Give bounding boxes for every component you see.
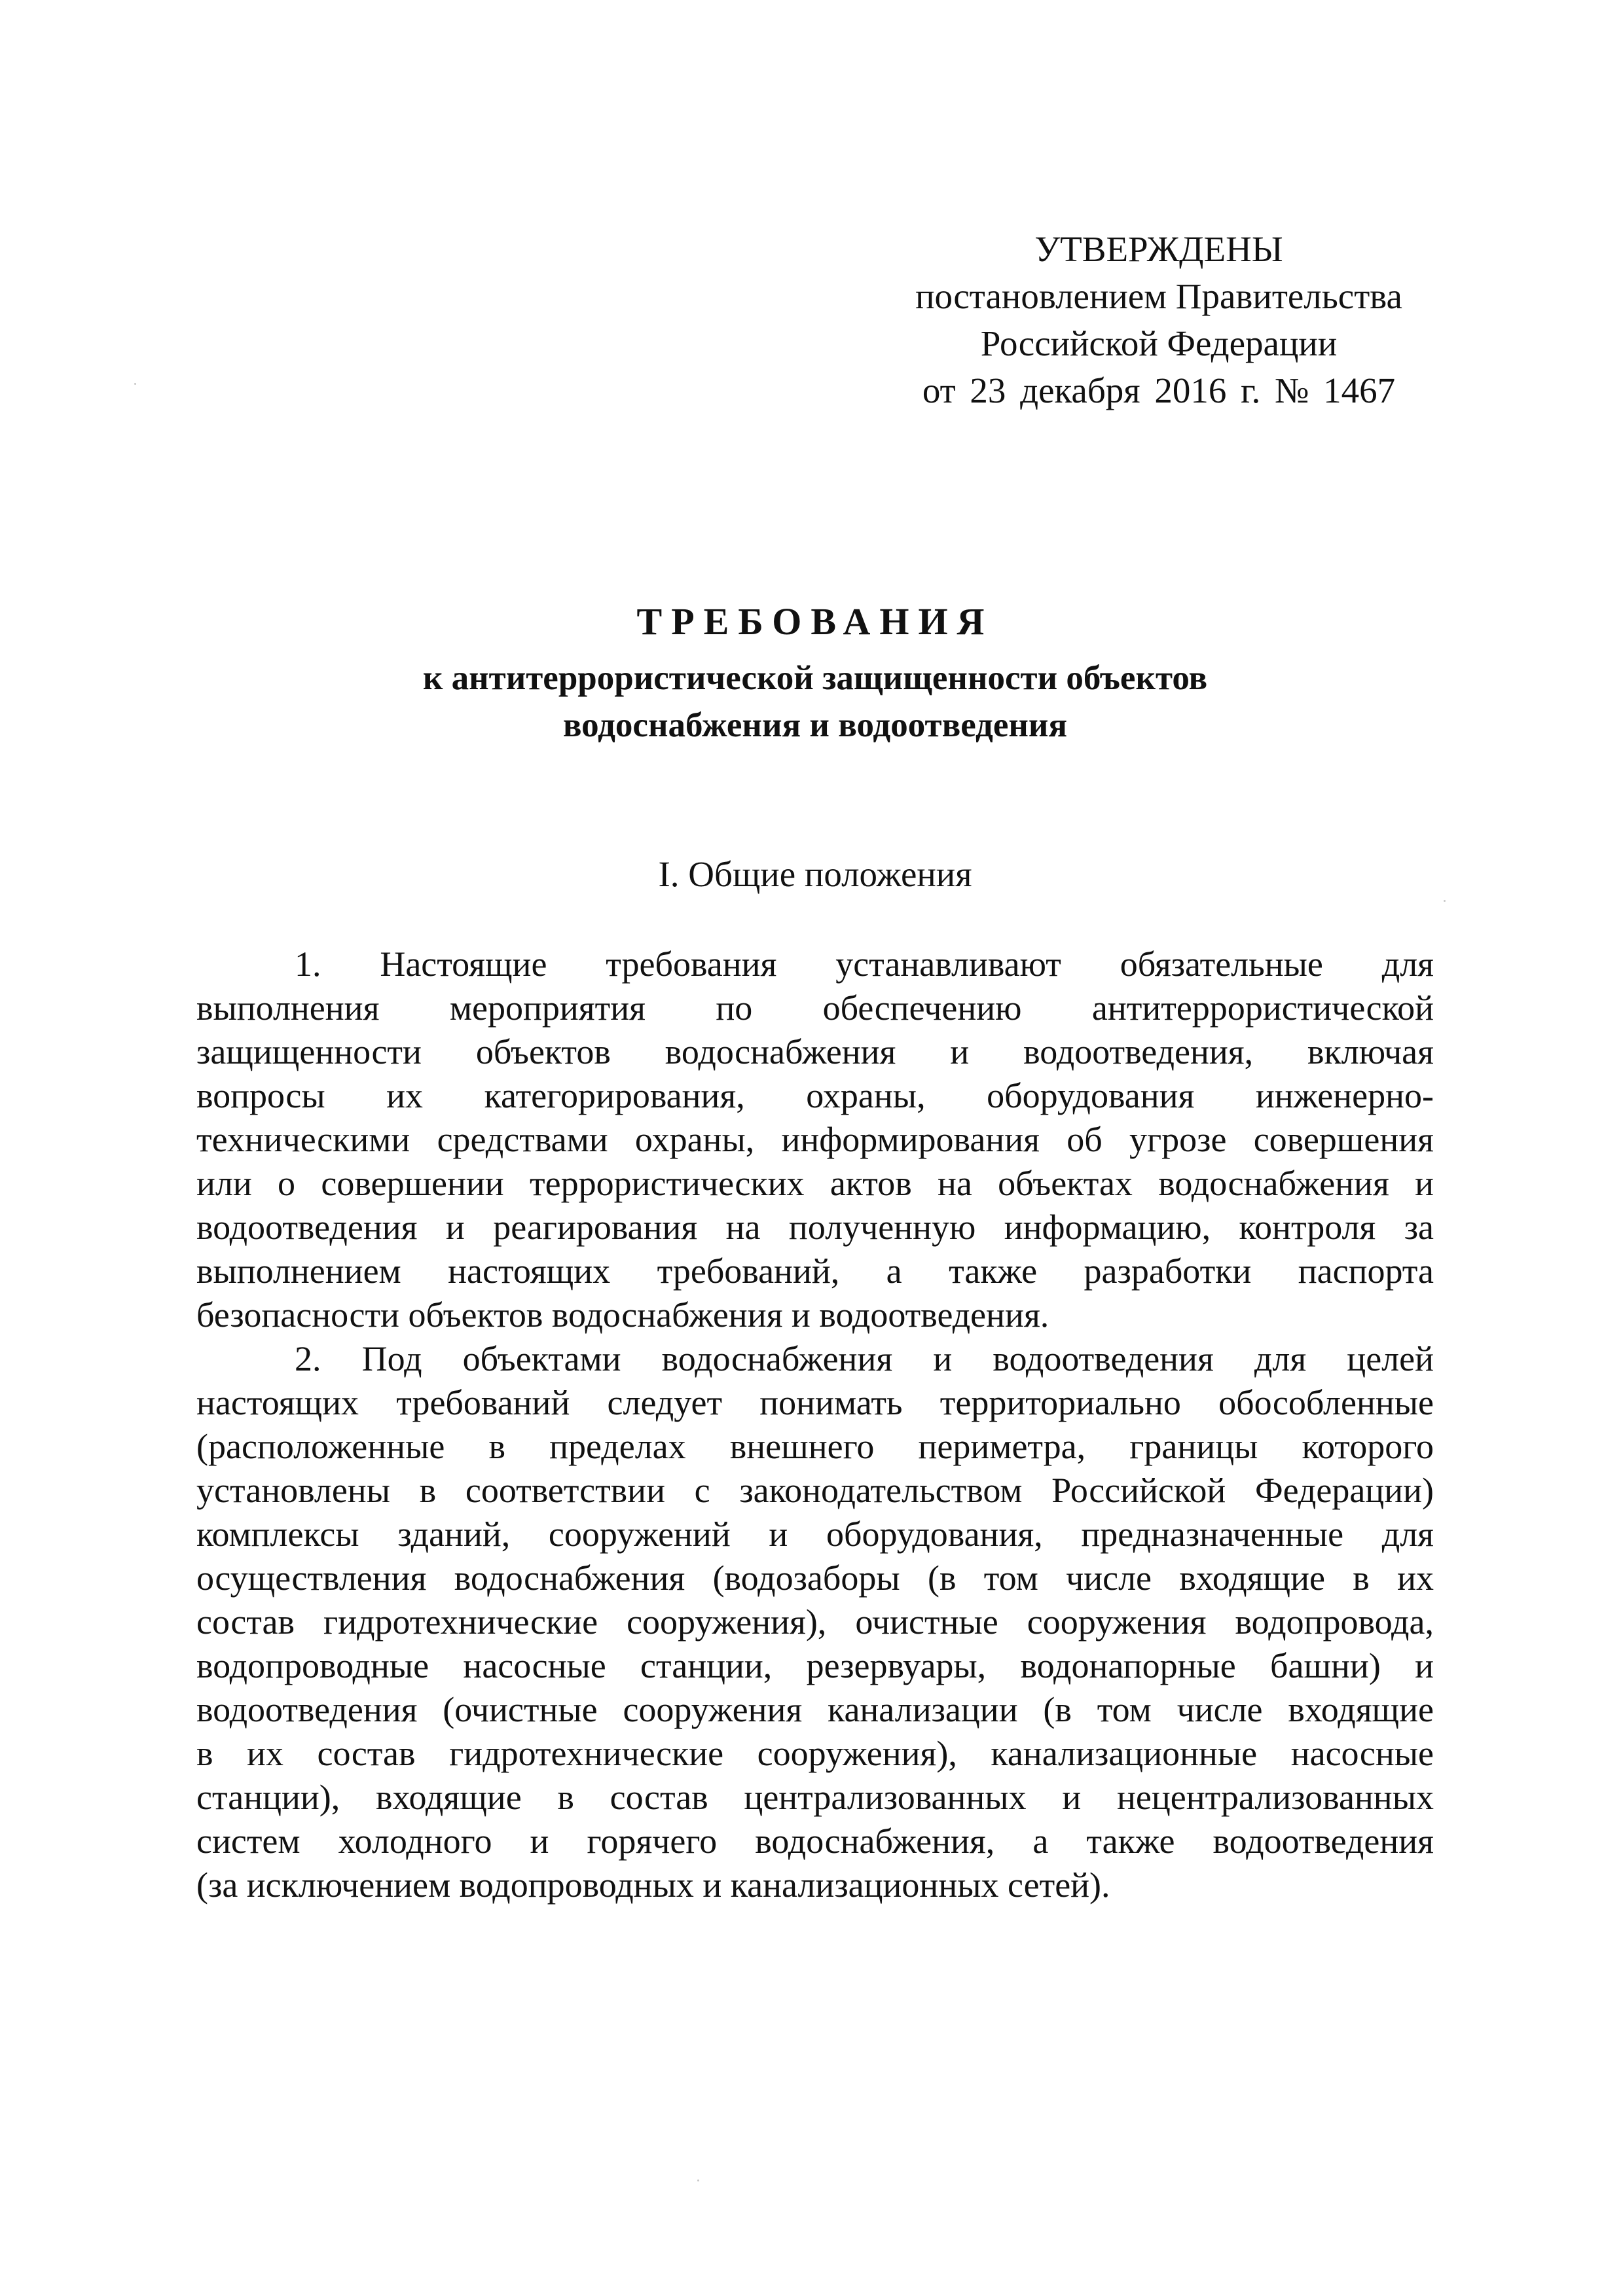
paragraph-line: в их состав гидротехнические сооружения), канализационные насосные bbox=[196, 1734, 1434, 1773]
paragraph-line: водоотведения (очистные сооружения канализации (в том числе входящие bbox=[196, 1690, 1434, 1729]
paragraph-line: водоотведения и реагирования на полученную информацию, контроля за bbox=[196, 1208, 1434, 1247]
scan-speck bbox=[697, 2179, 699, 2181]
paragraph-line: (за исключением водопроводных и канализационных сетей). bbox=[196, 1865, 1110, 1905]
approval-line-2: Российской Федерации bbox=[980, 323, 1338, 363]
section-heading: I. Общие положения bbox=[658, 854, 972, 894]
paragraph-line: состав гидротехнические сооружения), очистные сооружения водопровода, bbox=[196, 1602, 1434, 1641]
paragraph-line: (расположенные в пределах внешнего периметра, границы которого bbox=[196, 1427, 1434, 1466]
paragraph-line: защищенности объектов водоснабжения и водоотведения, включая bbox=[196, 1032, 1434, 1071]
approval-heading: УТВЕРЖДЕНЫ bbox=[1034, 229, 1283, 269]
document-title: ТРЕБОВАНИЯ bbox=[636, 600, 994, 643]
paragraph-line: водопроводные насосные станции, резервуары, водонапорные башни) и bbox=[196, 1646, 1434, 1685]
paragraph-line: станции), входящие в состав централизованных и нецентрализованных bbox=[196, 1778, 1434, 1817]
approval-line-1: постановлением Правительства bbox=[915, 276, 1402, 316]
paragraph-line: комплексы зданий, сооружений и оборудования, предназначенные для bbox=[196, 1515, 1434, 1554]
scan-speck bbox=[1444, 900, 1446, 902]
paragraph-line: выполнением настоящих требований, а также разработки паспорта bbox=[196, 1251, 1434, 1291]
scan-speck bbox=[134, 383, 136, 385]
paragraph-line: 1. Настоящие требования устанавливают обязательные для bbox=[295, 944, 1434, 984]
document-subtitle-line-2: водоснабжения и водоотведения bbox=[562, 706, 1068, 744]
paragraph-line: осуществления водоснабжения (водозаборы (в том числе входящие в их bbox=[196, 1558, 1434, 1598]
paragraph-line: вопросы их категорирования, охраны, оборудования инженерно- bbox=[196, 1076, 1434, 1115]
approval-line-3: от 23 декабря 2016 г. № 1467 bbox=[922, 370, 1396, 410]
paragraph-line: 2. Под объектами водоснабжения и водоотведения для целей bbox=[295, 1339, 1434, 1378]
document-subtitle bbox=[196, 655, 1434, 749]
document-body bbox=[196, 942, 1434, 1907]
paragraph-line: настоящих требований следует понимать территориально обособленные bbox=[196, 1383, 1434, 1422]
paragraph-2 bbox=[196, 1337, 1434, 1907]
paragraph-line: выполнения мероприятия по обеспечению антитеррористической bbox=[196, 988, 1434, 1028]
document-subtitle-line-1: к антитеррористической защищенности объектов bbox=[422, 659, 1208, 697]
document-title-block bbox=[196, 596, 1434, 749]
paragraph-line: или о совершении террористических актов на объектах водоснабжения и bbox=[196, 1164, 1434, 1203]
paragraph-line: безопасности объектов водоснабжения и водоотведения. bbox=[196, 1295, 1049, 1335]
approval-block bbox=[864, 226, 1453, 414]
paragraph-line: установлены в соответствии с законодательством Российской Федерации) bbox=[196, 1471, 1434, 1510]
paragraph-line: систем холодного и горячего водоснабжения, а также водоотведения bbox=[196, 1821, 1434, 1861]
paragraph-1 bbox=[196, 942, 1434, 1337]
paragraph-line: техническими средствами охраны, информирования об угрозе совершения bbox=[196, 1120, 1434, 1159]
